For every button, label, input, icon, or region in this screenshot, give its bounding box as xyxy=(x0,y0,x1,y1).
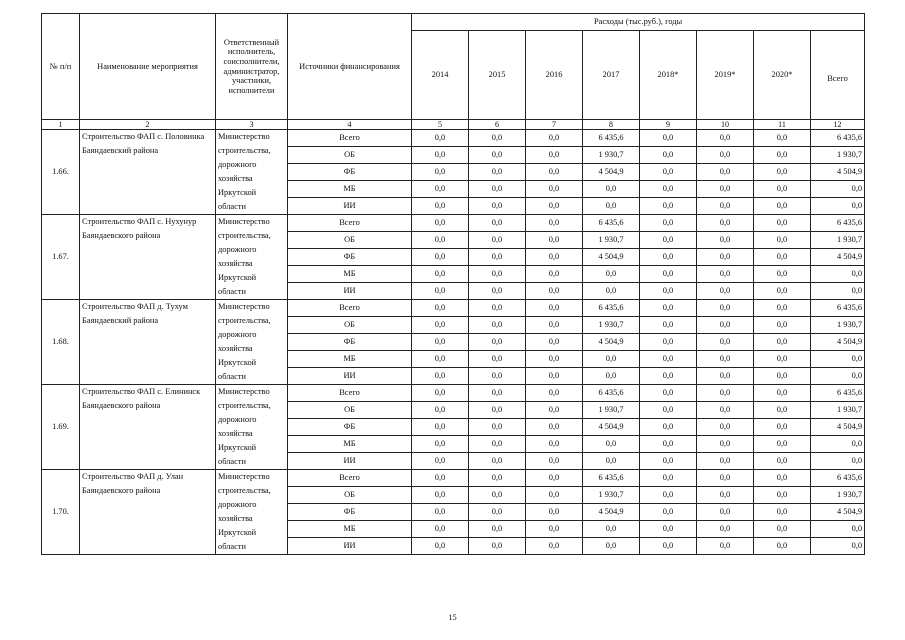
activity-name: Строительство ФАП с. Нухунур Баяндаевского района xyxy=(80,215,216,300)
column-number: 9 xyxy=(640,120,697,130)
year-value: 0,0 xyxy=(412,198,469,215)
year-value: 0,0 xyxy=(640,436,697,453)
year-value: 0,0 xyxy=(469,249,526,266)
year-value: 0,0 xyxy=(469,351,526,368)
year-value: 0,0 xyxy=(697,283,754,300)
year-value: 0,0 xyxy=(640,130,697,147)
year-value: 0,0 xyxy=(640,334,697,351)
funding-source: ИИ xyxy=(288,453,412,470)
year-value: 0,0 xyxy=(469,317,526,334)
year-value: 0,0 xyxy=(754,181,811,198)
funding-source: МБ xyxy=(288,436,412,453)
year-value: 0,0 xyxy=(469,470,526,487)
header-year: 2017 xyxy=(583,31,640,120)
year-value: 0,0 xyxy=(469,453,526,470)
year-value: 0,0 xyxy=(697,436,754,453)
year-value: 0,0 xyxy=(469,283,526,300)
year-value: 0,0 xyxy=(697,130,754,147)
row-total: 1 930,7 xyxy=(811,317,865,334)
funding-source: ОБ xyxy=(288,402,412,419)
year-value: 0,0 xyxy=(526,181,583,198)
year-value: 0,0 xyxy=(469,181,526,198)
year-value: 1 930,7 xyxy=(583,147,640,164)
year-value: 0,0 xyxy=(526,368,583,385)
year-value: 0,0 xyxy=(526,538,583,555)
row-total: 4 504,9 xyxy=(811,334,865,351)
funding-source: ОБ xyxy=(288,487,412,504)
row-number: 1.70. xyxy=(42,470,80,555)
year-value: 0,0 xyxy=(526,351,583,368)
year-value: 0,0 xyxy=(583,368,640,385)
funding-source: Всего xyxy=(288,300,412,317)
page-number: 15 xyxy=(448,613,457,622)
year-value: 0,0 xyxy=(526,504,583,521)
row-total: 0,0 xyxy=(811,266,865,283)
row-total: 0,0 xyxy=(811,521,865,538)
funding-source: ОБ xyxy=(288,147,412,164)
year-value: 0,0 xyxy=(583,181,640,198)
year-value: 0,0 xyxy=(697,453,754,470)
activity-name: Строительство ФАП д. Улан Баяндаевского района xyxy=(80,470,216,555)
column-number-row xyxy=(42,120,865,130)
year-value: 0,0 xyxy=(640,266,697,283)
funding-source: Всего xyxy=(288,470,412,487)
year-value: 0,0 xyxy=(754,368,811,385)
header-source: Источники финансирования xyxy=(288,14,412,120)
responsible-executor: Министерство строительства, дорожного хозяйства Иркутской области xyxy=(216,385,288,470)
year-value: 0,0 xyxy=(697,232,754,249)
year-value: 0,0 xyxy=(754,504,811,521)
year-value: 0,0 xyxy=(754,249,811,266)
year-value: 0,0 xyxy=(412,402,469,419)
responsible-executor: Министерство строительства, дорожного хозяйства Иркутской области xyxy=(216,130,288,215)
row-number: 1.69. xyxy=(42,385,80,470)
year-value: 0,0 xyxy=(697,215,754,232)
activity-name: Строительство ФАП д. Тухум Баяндаевский района xyxy=(80,300,216,385)
year-value: 0,0 xyxy=(526,470,583,487)
header-total: Всего xyxy=(811,31,865,120)
funding-source: ОБ xyxy=(288,317,412,334)
year-value: 0,0 xyxy=(526,334,583,351)
year-value: 1 930,7 xyxy=(583,317,640,334)
year-value: 0,0 xyxy=(697,147,754,164)
year-value: 1 930,7 xyxy=(583,232,640,249)
year-value: 0,0 xyxy=(697,266,754,283)
row-total: 0,0 xyxy=(811,351,865,368)
column-number: 7 xyxy=(526,120,583,130)
year-value: 0,0 xyxy=(697,334,754,351)
header-year: 2018* xyxy=(640,31,697,120)
year-value: 0,0 xyxy=(640,504,697,521)
year-value: 0,0 xyxy=(469,300,526,317)
year-value: 0,0 xyxy=(640,232,697,249)
row-total: 6 435,6 xyxy=(811,470,865,487)
year-value: 0,0 xyxy=(754,334,811,351)
year-value: 0,0 xyxy=(469,215,526,232)
year-value: 6 435,6 xyxy=(583,385,640,402)
funding-source: Всего xyxy=(288,130,412,147)
year-value: 4 504,9 xyxy=(583,504,640,521)
year-value: 0,0 xyxy=(412,521,469,538)
year-value: 0,0 xyxy=(469,538,526,555)
year-value: 0,0 xyxy=(526,164,583,181)
column-number: 2 xyxy=(80,120,216,130)
year-value: 0,0 xyxy=(697,164,754,181)
year-value: 0,0 xyxy=(469,130,526,147)
column-number: 1 xyxy=(42,120,80,130)
year-value: 0,0 xyxy=(754,385,811,402)
year-value: 0,0 xyxy=(583,198,640,215)
funding-source: ФБ xyxy=(288,249,412,266)
row-number: 1.68. xyxy=(42,300,80,385)
table-row xyxy=(42,130,865,147)
budget-table xyxy=(41,13,865,555)
year-value: 0,0 xyxy=(526,453,583,470)
year-value: 0,0 xyxy=(469,402,526,419)
table-body xyxy=(42,120,865,555)
row-total: 4 504,9 xyxy=(811,419,865,436)
year-value: 0,0 xyxy=(526,317,583,334)
year-value: 0,0 xyxy=(754,419,811,436)
year-value: 0,0 xyxy=(469,487,526,504)
year-value: 6 435,6 xyxy=(583,215,640,232)
year-value: 0,0 xyxy=(754,232,811,249)
row-total: 0,0 xyxy=(811,368,865,385)
year-value: 0,0 xyxy=(754,453,811,470)
year-value: 0,0 xyxy=(697,181,754,198)
year-value: 0,0 xyxy=(697,521,754,538)
year-value: 4 504,9 xyxy=(583,249,640,266)
row-total: 1 930,7 xyxy=(811,147,865,164)
funding-source: ИИ xyxy=(288,368,412,385)
year-value: 0,0 xyxy=(754,470,811,487)
year-value: 0,0 xyxy=(640,402,697,419)
year-value: 0,0 xyxy=(640,164,697,181)
year-value: 0,0 xyxy=(412,147,469,164)
year-value: 0,0 xyxy=(412,368,469,385)
year-value: 0,0 xyxy=(697,385,754,402)
year-value: 0,0 xyxy=(469,198,526,215)
year-value: 0,0 xyxy=(412,266,469,283)
column-number: 6 xyxy=(469,120,526,130)
year-value: 0,0 xyxy=(754,266,811,283)
year-value: 0,0 xyxy=(697,504,754,521)
year-value: 0,0 xyxy=(412,487,469,504)
row-total: 1 930,7 xyxy=(811,402,865,419)
header-name: Наименование мероприятия xyxy=(80,14,216,120)
row-total: 4 504,9 xyxy=(811,504,865,521)
year-value: 0,0 xyxy=(640,215,697,232)
year-value: 0,0 xyxy=(640,351,697,368)
year-value: 0,0 xyxy=(412,300,469,317)
year-value: 0,0 xyxy=(526,419,583,436)
header-year: 2019* xyxy=(697,31,754,120)
year-value: 0,0 xyxy=(640,385,697,402)
year-value: 0,0 xyxy=(526,198,583,215)
header-num: № п/п xyxy=(42,14,80,120)
activity-name: Строительство ФАП с. Елининск Баяндаевского района xyxy=(80,385,216,470)
row-total: 6 435,6 xyxy=(811,215,865,232)
header-year: 2015 xyxy=(469,31,526,120)
year-value: 0,0 xyxy=(526,249,583,266)
year-value: 0,0 xyxy=(754,538,811,555)
year-value: 0,0 xyxy=(583,351,640,368)
year-value: 0,0 xyxy=(526,232,583,249)
year-value: 0,0 xyxy=(526,385,583,402)
funding-source: МБ xyxy=(288,521,412,538)
year-value: 0,0 xyxy=(583,453,640,470)
year-value: 0,0 xyxy=(754,317,811,334)
year-value: 0,0 xyxy=(412,215,469,232)
year-value: 0,0 xyxy=(412,164,469,181)
year-value: 0,0 xyxy=(469,368,526,385)
year-value: 0,0 xyxy=(754,402,811,419)
year-value: 0,0 xyxy=(697,300,754,317)
header-year: 2020* xyxy=(754,31,811,120)
year-value: 0,0 xyxy=(526,436,583,453)
year-value: 0,0 xyxy=(754,215,811,232)
year-value: 0,0 xyxy=(583,436,640,453)
row-total: 6 435,6 xyxy=(811,385,865,402)
year-value: 0,0 xyxy=(697,487,754,504)
row-number: 1.67. xyxy=(42,215,80,300)
year-value: 0,0 xyxy=(469,419,526,436)
row-total: 1 930,7 xyxy=(811,487,865,504)
year-value: 0,0 xyxy=(640,521,697,538)
table-row xyxy=(42,215,865,232)
responsible-executor: Министерство строительства, дорожного хозяйства Иркутской области xyxy=(216,215,288,300)
year-value: 0,0 xyxy=(697,419,754,436)
funding-source: ИИ xyxy=(288,283,412,300)
year-value: 0,0 xyxy=(754,130,811,147)
responsible-executor: Министерство строительства, дорожного хозяйства Иркутской области xyxy=(216,470,288,555)
year-value: 0,0 xyxy=(526,266,583,283)
year-value: 0,0 xyxy=(526,215,583,232)
row-total: 0,0 xyxy=(811,181,865,198)
year-value: 0,0 xyxy=(640,317,697,334)
year-value: 0,0 xyxy=(412,385,469,402)
year-value: 0,0 xyxy=(412,538,469,555)
row-total: 6 435,6 xyxy=(811,130,865,147)
funding-source: ФБ xyxy=(288,164,412,181)
year-value: 1 930,7 xyxy=(583,402,640,419)
column-number: 12 xyxy=(811,120,865,130)
column-number: 10 xyxy=(697,120,754,130)
year-value: 0,0 xyxy=(583,521,640,538)
document-sheet xyxy=(41,13,865,555)
year-value: 0,0 xyxy=(412,436,469,453)
row-total: 0,0 xyxy=(811,453,865,470)
activity-name: Строительство ФАП с. Половинка Баяндаевский района xyxy=(80,130,216,215)
column-number: 8 xyxy=(583,120,640,130)
column-number: 3 xyxy=(216,120,288,130)
year-value: 0,0 xyxy=(697,198,754,215)
year-value: 0,0 xyxy=(412,130,469,147)
column-number: 4 xyxy=(288,120,412,130)
row-total: 0,0 xyxy=(811,198,865,215)
row-total: 0,0 xyxy=(811,283,865,300)
year-value: 0,0 xyxy=(412,232,469,249)
year-value: 0,0 xyxy=(754,487,811,504)
year-value: 1 930,7 xyxy=(583,487,640,504)
year-value: 0,0 xyxy=(412,453,469,470)
year-value: 4 504,9 xyxy=(583,164,640,181)
year-value: 0,0 xyxy=(754,198,811,215)
year-value: 0,0 xyxy=(697,317,754,334)
year-value: 0,0 xyxy=(469,232,526,249)
funding-source: ИИ xyxy=(288,538,412,555)
year-value: 0,0 xyxy=(640,147,697,164)
year-value: 0,0 xyxy=(469,521,526,538)
header-expenses: Расходы (тыс.руб.), годы xyxy=(412,14,865,31)
year-value: 0,0 xyxy=(754,521,811,538)
year-value: 0,0 xyxy=(469,164,526,181)
year-value: 0,0 xyxy=(640,419,697,436)
table-row xyxy=(42,470,865,487)
year-value: 0,0 xyxy=(526,487,583,504)
year-value: 4 504,9 xyxy=(583,419,640,436)
scan-dot xyxy=(762,4,763,5)
year-value: 0,0 xyxy=(412,283,469,300)
year-value: 0,0 xyxy=(469,436,526,453)
year-value: 0,0 xyxy=(640,453,697,470)
funding-source: ИИ xyxy=(288,198,412,215)
year-value: 0,0 xyxy=(640,300,697,317)
row-total: 0,0 xyxy=(811,436,865,453)
row-total: 1 930,7 xyxy=(811,232,865,249)
year-value: 0,0 xyxy=(412,334,469,351)
year-value: 0,0 xyxy=(754,351,811,368)
year-value: 0,0 xyxy=(640,470,697,487)
funding-source: ОБ xyxy=(288,232,412,249)
year-value: 0,0 xyxy=(469,266,526,283)
row-total: 0,0 xyxy=(811,538,865,555)
year-value: 0,0 xyxy=(697,368,754,385)
year-value: 0,0 xyxy=(412,249,469,266)
year-value: 0,0 xyxy=(412,504,469,521)
year-value: 6 435,6 xyxy=(583,470,640,487)
funding-source: Всего xyxy=(288,385,412,402)
year-value: 0,0 xyxy=(697,470,754,487)
year-value: 0,0 xyxy=(640,368,697,385)
year-value: 0,0 xyxy=(697,249,754,266)
year-value: 0,0 xyxy=(526,300,583,317)
year-value: 0,0 xyxy=(526,402,583,419)
year-value: 0,0 xyxy=(640,487,697,504)
year-value: 0,0 xyxy=(412,351,469,368)
year-value: 0,0 xyxy=(583,538,640,555)
funding-source: МБ xyxy=(288,181,412,198)
year-value: 0,0 xyxy=(583,266,640,283)
year-value: 0,0 xyxy=(526,283,583,300)
header-year: 2016 xyxy=(526,31,583,120)
year-value: 4 504,9 xyxy=(583,334,640,351)
year-value: 0,0 xyxy=(754,300,811,317)
responsible-executor: Министерство строительства, дорожного хозяйства Иркутской области xyxy=(216,300,288,385)
year-value: 0,0 xyxy=(469,334,526,351)
year-value: 0,0 xyxy=(640,181,697,198)
funding-source: МБ xyxy=(288,351,412,368)
year-value: 0,0 xyxy=(412,419,469,436)
year-value: 0,0 xyxy=(412,470,469,487)
year-value: 0,0 xyxy=(640,538,697,555)
year-value: 6 435,6 xyxy=(583,130,640,147)
table-row xyxy=(42,300,865,317)
year-value: 0,0 xyxy=(640,198,697,215)
year-value: 0,0 xyxy=(754,283,811,300)
year-value: 0,0 xyxy=(583,283,640,300)
row-total: 6 435,6 xyxy=(811,300,865,317)
year-value: 0,0 xyxy=(697,351,754,368)
year-value: 0,0 xyxy=(469,385,526,402)
header-executor: Ответственный исполнитель, соисполнители, администратор, участники, исполнители xyxy=(216,14,288,120)
year-value: 0,0 xyxy=(469,147,526,164)
table-row xyxy=(42,385,865,402)
year-value: 0,0 xyxy=(526,147,583,164)
year-value: 0,0 xyxy=(697,538,754,555)
header-row-top xyxy=(42,14,865,31)
column-number: 5 xyxy=(412,120,469,130)
year-value: 0,0 xyxy=(640,249,697,266)
year-value: 6 435,6 xyxy=(583,300,640,317)
row-total: 4 504,9 xyxy=(811,164,865,181)
year-value: 0,0 xyxy=(754,164,811,181)
funding-source: Всего xyxy=(288,215,412,232)
funding-source: ФБ xyxy=(288,419,412,436)
year-value: 0,0 xyxy=(754,436,811,453)
funding-source: МБ xyxy=(288,266,412,283)
funding-source: ФБ xyxy=(288,334,412,351)
header-year: 2014 xyxy=(412,31,469,120)
year-value: 0,0 xyxy=(469,504,526,521)
funding-source: ФБ xyxy=(288,504,412,521)
year-value: 0,0 xyxy=(640,283,697,300)
year-value: 0,0 xyxy=(526,521,583,538)
year-value: 0,0 xyxy=(526,130,583,147)
row-total: 4 504,9 xyxy=(811,249,865,266)
row-number: 1.66. xyxy=(42,130,80,215)
year-value: 0,0 xyxy=(412,181,469,198)
year-value: 0,0 xyxy=(754,147,811,164)
year-value: 0,0 xyxy=(697,402,754,419)
year-value: 0,0 xyxy=(412,317,469,334)
column-number: 11 xyxy=(754,120,811,130)
